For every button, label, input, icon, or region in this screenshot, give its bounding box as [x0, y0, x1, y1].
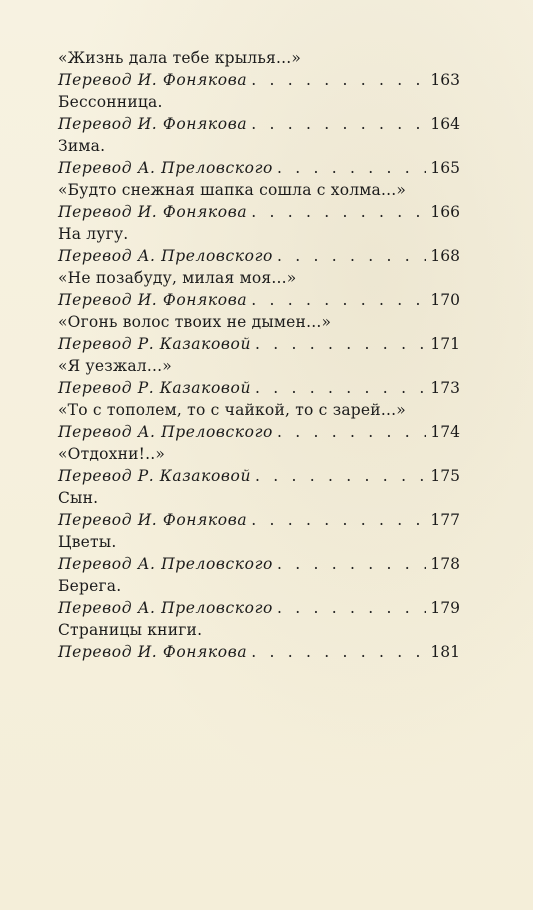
- translation-line: [58, 201, 460, 223]
- toc-entry: [58, 135, 460, 179]
- page-number: 173: [430, 379, 460, 397]
- page-number: 166: [430, 203, 460, 221]
- poem-title: Страницы книги.: [58, 621, 203, 639]
- dot-leader: [273, 597, 426, 619]
- page-number: 179: [430, 599, 460, 617]
- dot-leader: [273, 157, 426, 179]
- translator-credit: Перевод А. Преловского: [58, 555, 273, 573]
- toc-entry: [58, 311, 460, 355]
- poem-title: «Жизнь дала тебе крылья...»: [58, 49, 302, 67]
- page-number: 181: [430, 643, 460, 661]
- translation-line: [58, 465, 460, 487]
- dot-leader: [247, 509, 426, 531]
- dot-leader: [251, 333, 426, 355]
- translation-line: [58, 157, 460, 179]
- translator-credit: Перевод И. Фонякова: [58, 71, 248, 89]
- translator-credit: Перевод Р. Казаковой: [58, 335, 252, 353]
- translator-credit: Перевод А. Преловского: [58, 247, 273, 265]
- toc-entry: [58, 267, 460, 311]
- poem-title: «Будто снежная шапка сошла с холма...»: [58, 181, 407, 199]
- page-number: 165: [430, 159, 460, 177]
- page-number: 175: [430, 467, 460, 485]
- page-number: 168: [430, 247, 460, 265]
- toc-entry: [58, 487, 460, 531]
- dot-leader: [247, 289, 426, 311]
- translator-credit: Перевод А. Преловского: [58, 423, 273, 441]
- poem-title: Сын.: [58, 489, 99, 507]
- translator-credit: Перевод И. Фонякова: [58, 291, 248, 309]
- translator-credit: Перевод И. Фонякова: [58, 203, 248, 221]
- toc-entry: [58, 531, 460, 575]
- dot-leader: [273, 245, 426, 267]
- poem-title: Бессонница.: [58, 93, 163, 111]
- dot-leader: [273, 421, 426, 443]
- dot-leader: [247, 641, 426, 663]
- toc-entry: [58, 47, 460, 91]
- translation-line: [58, 289, 460, 311]
- poem-title: Берега.: [58, 577, 122, 595]
- translation-line: [58, 597, 460, 619]
- poem-title: На лугу.: [58, 225, 129, 243]
- page-number: 178: [430, 555, 460, 573]
- toc-entry: [58, 355, 460, 399]
- translator-credit: Перевод А. Преловского: [58, 159, 273, 177]
- translation-line: [58, 377, 460, 399]
- page-number: 164: [430, 115, 460, 133]
- translation-line: [58, 333, 460, 355]
- dot-leader: [251, 377, 426, 399]
- dot-leader: [247, 201, 426, 223]
- dot-leader: [247, 69, 426, 91]
- translator-credit: Перевод А. Преловского: [58, 599, 273, 617]
- poem-title: «Я уезжал...»: [58, 357, 172, 375]
- page-number: 170: [430, 291, 460, 309]
- translation-line: [58, 245, 460, 267]
- poem-title: «Огонь волос твоих не дымен...»: [58, 313, 332, 331]
- translation-line: [58, 69, 460, 91]
- toc-entry: [58, 619, 460, 663]
- dot-leader: [247, 113, 426, 135]
- poem-title: «Не позабуду, милая моя...»: [58, 269, 297, 287]
- translator-credit: Перевод И. Фонякова: [58, 643, 248, 661]
- page-number: 171: [430, 335, 460, 353]
- toc-entry: [58, 179, 460, 223]
- translator-credit: Перевод Р. Казаковой: [58, 379, 252, 397]
- page-number: 177: [430, 511, 460, 529]
- toc-entry: [58, 575, 460, 619]
- translator-credit: Перевод И. Фонякова: [58, 511, 248, 529]
- table-of-contents: [58, 47, 460, 663]
- translation-line: [58, 553, 460, 575]
- page-number: 174: [430, 423, 460, 441]
- translation-line: [58, 509, 460, 531]
- dot-leader: [251, 465, 426, 487]
- translator-credit: Перевод Р. Казаковой: [58, 467, 252, 485]
- page-number: 163: [430, 71, 460, 89]
- toc-entry: [58, 91, 460, 135]
- poem-title: «Отдохни!..»: [58, 445, 166, 463]
- poem-title: Зима.: [58, 137, 106, 155]
- translator-credit: Перевод И. Фонякова: [58, 115, 248, 133]
- toc-entry: [58, 443, 460, 487]
- translation-line: [58, 421, 460, 443]
- dot-leader: [273, 553, 426, 575]
- toc-entry: [58, 223, 460, 267]
- translation-line: [58, 641, 460, 663]
- poem-title: Цветы.: [58, 533, 117, 551]
- poem-title: «То с тополем, то с чайкой, то с зарей...»: [58, 401, 406, 419]
- toc-entry: [58, 399, 460, 443]
- translation-line: [58, 113, 460, 135]
